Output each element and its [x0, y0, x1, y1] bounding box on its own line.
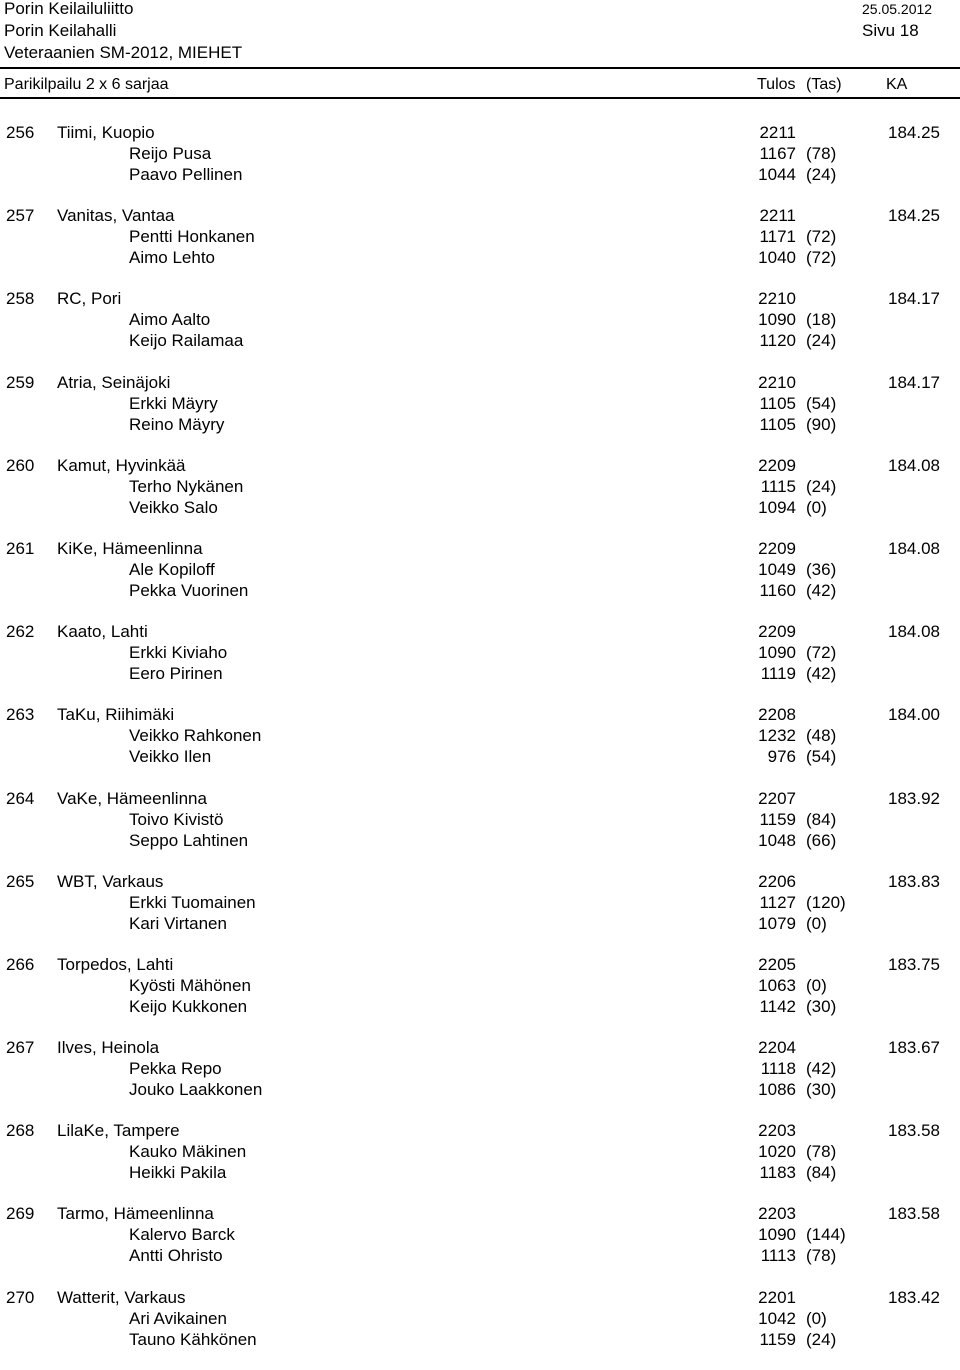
player-row — [0, 497, 960, 518]
player-row — [0, 330, 960, 351]
player-score: 1044 — [758, 165, 796, 184]
player-handicap: (66) — [806, 830, 837, 850]
player-handicap: (72) — [806, 227, 837, 247]
team-row — [0, 1037, 960, 1058]
team-average: 184.00 — [888, 705, 940, 725]
team-row — [0, 455, 960, 476]
header-line-2 — [0, 20, 960, 42]
player-name: Paavo Pellinen — [129, 165, 243, 184]
team-entry — [0, 1037, 960, 1120]
player-score: 1159 — [759, 809, 796, 829]
player-row — [0, 1162, 960, 1183]
player-row — [0, 143, 960, 164]
player-handicap: (0) — [806, 913, 827, 933]
team-rank: 264 — [6, 788, 35, 808]
header-divider-top — [0, 67, 960, 69]
team-entry — [0, 455, 960, 538]
player-handicap: (0) — [806, 1308, 827, 1328]
team-name: Tiimi, Kuopio — [57, 123, 155, 142]
team-name: Tarmo, Hämeenlinna — [57, 1204, 214, 1224]
team-name: Kaato, Lahti — [57, 622, 148, 642]
player-name: Reijo Pusa — [129, 144, 212, 163]
team-total: 2210 — [758, 372, 796, 392]
team-average: 183.75 — [888, 954, 940, 974]
team-average: 184.17 — [888, 372, 940, 392]
team-rank: 262 — [6, 622, 35, 642]
team-row — [0, 205, 960, 226]
team-total: 2203 — [758, 1121, 796, 1141]
player-name: Veikko Salo — [129, 497, 218, 517]
player-score: 1232 — [758, 726, 796, 746]
team-total: 2211 — [759, 123, 796, 142]
team-average: 183.83 — [888, 871, 940, 891]
team-name: Watterit, Varkaus — [57, 1287, 186, 1307]
team-row — [0, 1203, 960, 1224]
player-name: Veikko Rahkonen — [129, 726, 262, 746]
player-score: 1142 — [759, 996, 796, 1016]
team-average: 183.58 — [888, 1204, 940, 1224]
player-row — [0, 226, 960, 247]
player-handicap: (144) — [806, 1225, 846, 1245]
team-entry — [0, 1120, 960, 1203]
player-name: Pekka Repo — [129, 1059, 222, 1079]
player-handicap: (36) — [806, 559, 837, 579]
player-score: 1090 — [758, 1225, 796, 1245]
player-row — [0, 1245, 960, 1266]
team-rank: 261 — [6, 538, 35, 558]
column-header — [0, 74, 960, 96]
player-score: 1127 — [759, 892, 796, 912]
team-name: KiKe, Hämeenlinna — [57, 538, 203, 558]
player-handicap: (84) — [806, 1163, 837, 1183]
player-name: Pentti Honkanen — [129, 227, 255, 247]
team-entry — [0, 205, 960, 288]
player-name: Veikko Ilen — [129, 747, 212, 767]
team-rank: 256 — [6, 123, 35, 142]
player-score: 1159 — [759, 1329, 796, 1349]
team-name: Vanitas, Vantaa — [57, 206, 175, 226]
player-name: Pekka Vuorinen — [129, 580, 249, 600]
team-entry — [0, 1203, 960, 1286]
team-total: 2209 — [758, 455, 796, 475]
print-date: 25.05.2012 — [862, 1, 933, 17]
team-rank: 260 — [6, 455, 35, 475]
player-handicap: (48) — [806, 726, 837, 746]
player-handicap: (0) — [806, 497, 827, 517]
player-row — [0, 892, 960, 913]
player-row — [0, 164, 960, 185]
results-list — [0, 122, 960, 1370]
team-total: 2205 — [758, 954, 796, 974]
player-row — [0, 414, 960, 435]
team-average: 184.08 — [888, 538, 940, 558]
team-total: 2211 — [759, 206, 796, 226]
player-row — [0, 1329, 960, 1350]
team-total: 2206 — [758, 871, 796, 891]
team-row — [0, 538, 960, 559]
player-score: 1118 — [760, 1059, 796, 1079]
player-row — [0, 393, 960, 414]
player-row — [0, 996, 960, 1017]
team-name: RC, Pori — [57, 289, 122, 309]
player-handicap: (30) — [806, 996, 837, 1016]
player-name: Reino Mäyry — [129, 414, 225, 434]
player-row — [0, 642, 960, 663]
player-score: 1160 — [759, 580, 796, 600]
header-line-1 — [0, 0, 960, 20]
team-rank: 269 — [6, 1204, 35, 1224]
player-row — [0, 1141, 960, 1162]
player-handicap: (30) — [806, 1080, 837, 1100]
player-row — [0, 1308, 960, 1329]
player-score: 1167 — [759, 144, 796, 163]
player-row — [0, 247, 960, 268]
team-row — [0, 704, 960, 725]
player-name: Aimo Lehto — [129, 248, 215, 268]
player-row — [0, 309, 960, 330]
player-score: 1079 — [758, 913, 796, 933]
team-entry — [0, 871, 960, 954]
player-name: Aimo Aalto — [129, 310, 211, 330]
player-name: Erkki Mäyry — [129, 393, 218, 413]
player-name: Ari Avikainen — [129, 1308, 227, 1328]
player-handicap: (42) — [806, 580, 837, 600]
player-row — [0, 663, 960, 684]
player-name: Jouko Laakkonen — [129, 1080, 263, 1100]
team-average: 184.17 — [888, 289, 940, 309]
team-name: LilaKe, Tampere — [57, 1121, 180, 1141]
result-column-label: Tulos — [757, 76, 796, 93]
player-score: 1115 — [760, 476, 796, 496]
player-score: 1090 — [758, 310, 796, 330]
team-row — [0, 788, 960, 809]
page-number: Sivu 18 — [862, 21, 919, 40]
player-score: 1183 — [759, 1163, 796, 1183]
team-average: 184.08 — [888, 622, 940, 642]
player-name: Kauko Mäkinen — [129, 1142, 247, 1162]
team-rank: 257 — [6, 206, 35, 226]
team-total: 2210 — [758, 289, 796, 309]
player-score: 1119 — [760, 664, 796, 684]
player-row — [0, 580, 960, 601]
team-row — [0, 1120, 960, 1141]
player-handicap: (18) — [806, 310, 837, 330]
team-rank: 258 — [6, 289, 35, 309]
player-row — [0, 1224, 960, 1245]
team-entry — [0, 288, 960, 371]
player-score: 1063 — [758, 975, 796, 995]
team-total: 2209 — [758, 538, 796, 558]
player-score: 1120 — [759, 331, 796, 351]
team-entry — [0, 621, 960, 704]
team-name: Atria, Seinäjoki — [57, 372, 171, 392]
team-rank: 267 — [6, 1038, 35, 1058]
team-average: 183.92 — [888, 788, 940, 808]
player-handicap: (24) — [806, 1329, 837, 1349]
team-rank: 268 — [6, 1121, 35, 1141]
team-name: Ilves, Heinola — [57, 1038, 160, 1058]
player-handicap: (42) — [806, 664, 837, 684]
player-row — [0, 476, 960, 497]
team-total: 2203 — [758, 1204, 796, 1224]
org-name: Porin Keilailuliitto — [4, 0, 134, 18]
player-name: Erkki Kiviaho — [129, 643, 228, 663]
player-handicap: (78) — [806, 144, 837, 163]
team-average: 183.67 — [888, 1038, 940, 1058]
player-name: Tauno Kähkönen — [129, 1329, 257, 1349]
header-line-3 — [0, 42, 960, 64]
player-handicap: (90) — [806, 414, 837, 434]
team-entry — [0, 538, 960, 621]
team-rank: 266 — [6, 954, 35, 974]
team-row — [0, 871, 960, 892]
team-name: Kamut, Hyvinkää — [57, 455, 186, 475]
team-row — [0, 372, 960, 393]
player-score: 1105 — [759, 414, 796, 434]
player-score: 1171 — [759, 227, 796, 247]
team-total: 2201 — [758, 1287, 796, 1307]
player-row — [0, 1079, 960, 1100]
team-total: 2209 — [758, 622, 796, 642]
player-handicap: (120) — [806, 892, 846, 912]
header-divider-bottom — [0, 97, 960, 99]
player-name: Kalervo Barck — [129, 1225, 235, 1245]
player-name: Keijo Kukkonen — [129, 996, 248, 1016]
handicap-column-label: (Tas) — [806, 76, 842, 93]
team-average: 184.25 — [888, 206, 940, 226]
player-handicap: (72) — [806, 643, 837, 663]
team-name: WBT, Varkaus — [57, 871, 164, 891]
team-entry — [0, 122, 960, 205]
player-name: Terho Nykänen — [129, 476, 244, 496]
venue-name: Porin Keilahalli — [4, 21, 117, 40]
team-name: TaKu, Riihimäki — [57, 705, 175, 725]
player-score: 976 — [767, 747, 796, 767]
player-name: Antti Ohristo — [129, 1246, 223, 1266]
player-score: 1113 — [760, 1246, 796, 1266]
player-score: 1020 — [758, 1142, 796, 1162]
player-score: 1105 — [759, 393, 796, 413]
player-handicap: (42) — [806, 1059, 837, 1079]
player-score: 1090 — [758, 643, 796, 663]
player-row — [0, 913, 960, 934]
player-score: 1094 — [758, 497, 796, 517]
team-entry — [0, 954, 960, 1037]
player-handicap: (78) — [806, 1246, 837, 1266]
team-row — [0, 1287, 960, 1308]
player-row — [0, 746, 960, 767]
team-rank: 270 — [6, 1287, 35, 1307]
player-name: Keijo Railamaa — [129, 331, 244, 351]
player-name: Ale Kopiloff — [129, 559, 215, 579]
team-rank: 259 — [6, 372, 35, 392]
average-column-label: KA — [886, 76, 908, 93]
team-name: Torpedos, Lahti — [57, 954, 174, 974]
player-handicap: (24) — [806, 331, 837, 351]
player-name: Kyösti Mähönen — [129, 975, 251, 995]
player-name: Kari Virtanen — [129, 913, 227, 933]
player-name: Heikki Pakila — [129, 1163, 227, 1183]
team-total: 2204 — [758, 1038, 796, 1058]
player-handicap: (72) — [806, 248, 837, 268]
player-score: 1086 — [758, 1080, 796, 1100]
team-average: 184.08 — [888, 455, 940, 475]
team-total: 2207 — [758, 788, 796, 808]
competition-label: Parikilpailu 2 x 6 sarjaa — [4, 76, 169, 93]
player-name: Seppo Lahtinen — [129, 830, 249, 850]
player-row — [0, 975, 960, 996]
player-row — [0, 559, 960, 580]
player-score: 1042 — [758, 1308, 796, 1328]
player-handicap: (24) — [806, 165, 837, 184]
team-row — [0, 621, 960, 642]
player-handicap: (54) — [806, 393, 837, 413]
player-name: Eero Pirinen — [129, 664, 223, 684]
player-row — [0, 1058, 960, 1079]
team-average: 183.42 — [888, 1287, 940, 1307]
player-name: Erkki Tuomainen — [129, 892, 256, 912]
team-entry — [0, 1287, 960, 1370]
team-total: 2208 — [758, 705, 796, 725]
team-average: 184.25 — [888, 123, 940, 142]
player-handicap: (78) — [806, 1142, 837, 1162]
team-entry — [0, 788, 960, 871]
player-handicap: (24) — [806, 476, 837, 496]
team-average: 183.58 — [888, 1121, 940, 1141]
player-row — [0, 725, 960, 746]
player-score: 1040 — [758, 248, 796, 268]
team-rank: 263 — [6, 705, 35, 725]
player-score: 1048 — [758, 830, 796, 850]
player-score: 1049 — [758, 559, 796, 579]
team-row — [0, 288, 960, 309]
team-row — [0, 954, 960, 975]
team-rank: 265 — [6, 871, 35, 891]
player-handicap: (54) — [806, 747, 837, 767]
team-row — [0, 122, 960, 143]
player-handicap: (0) — [806, 975, 827, 995]
event-title: Veteraanien SM-2012, MIEHET — [4, 43, 243, 62]
player-row — [0, 809, 960, 830]
team-entry — [0, 704, 960, 787]
player-handicap: (84) — [806, 809, 837, 829]
player-name: Toivo Kivistö — [129, 809, 224, 829]
team-entry — [0, 372, 960, 455]
player-row — [0, 830, 960, 851]
team-name: VaKe, Hämeenlinna — [57, 788, 207, 808]
